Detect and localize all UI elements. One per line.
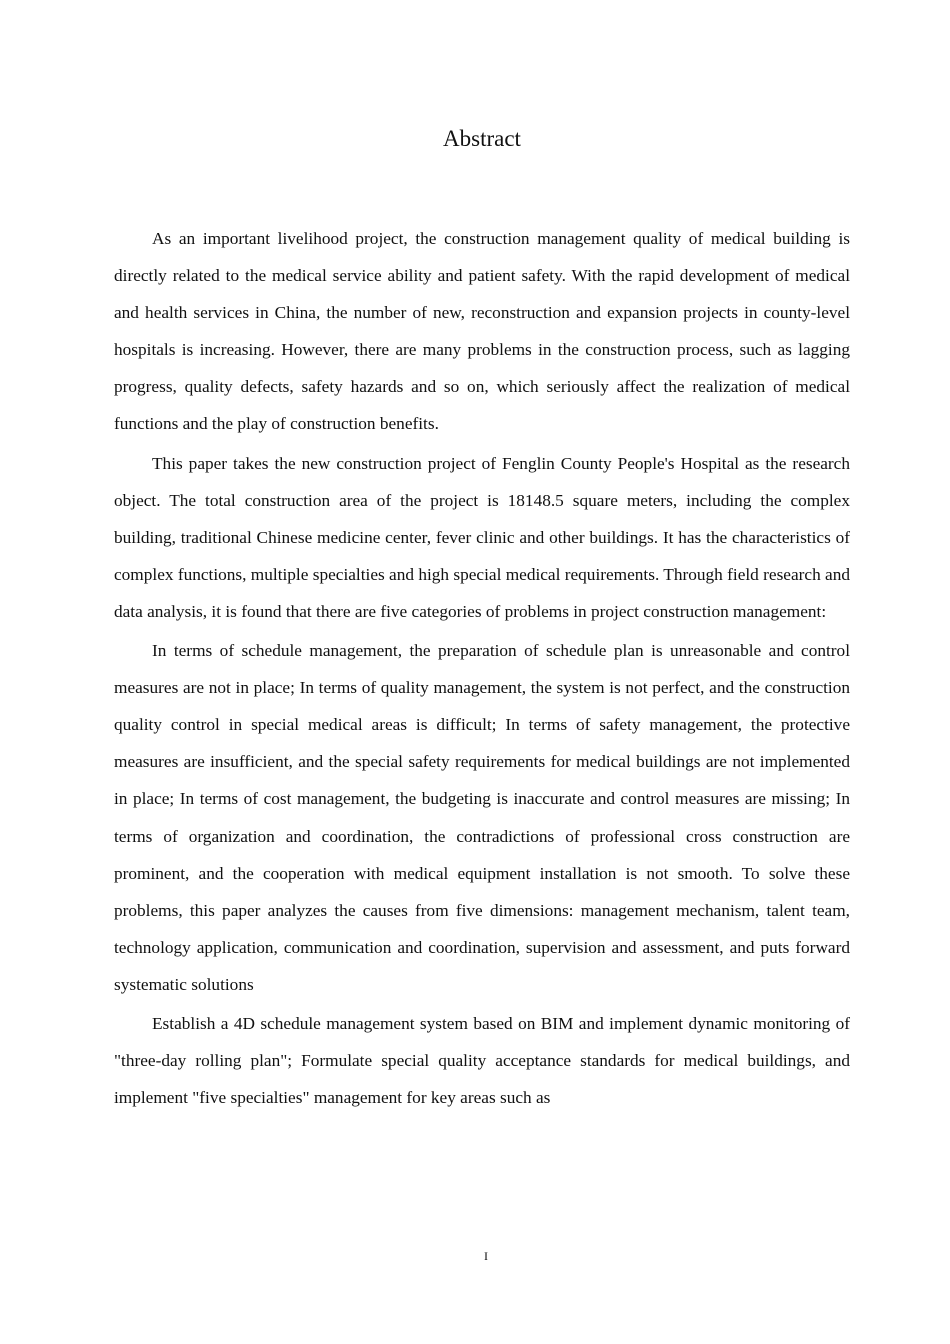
paragraph: As an important livelihood project, the construction management quality of medical building is directly related to the medical service ability and patient safety. With the rapid development of medical and health services in China, the number of new, reconstruction and expansion projects in county-level hospitals is increasing. However, there are many problems in the construction process, such as lagging progress, quality defects, safety hazards and so on, which seriously affect the realization of medical functions and the play of construction benefits. <box>114 229 850 434</box>
abstract-body <box>114 220 850 1118</box>
paragraph: Establish a 4D schedule management system based on BIM and implement dynamic monitoring of "three-day rolling plan"; Formulate special quality acceptance standards for medical buildings, and implement "five specialties" management for key areas such as <box>114 1013 850 1108</box>
paragraph: In terms of schedule management, the preparation of schedule plan is unreasonable and control measures are not in place; In terms of quality management, the system is not perfect, and the construction quality control in special medical areas is difficult; In terms of safety management, the protective measures are insufficient, and the special safety requirements for medical buildings are not implemented in place; In terms of cost management, the budgeting is inaccurate and control measures are missing; In terms of organization and coordination, the contradictions of professional cross construction are prominent, and the cooperation with medical equipment installation is not smooth. To solve these problems, this paper analyzes the causes from five dimensions: management mechanism, talent team, technology application, communication and coordination, supervision and assessment, and puts forward systematic solutions <box>114 641 850 994</box>
page-number: I <box>484 1249 488 1263</box>
paragraph: This paper takes the new construction project of Fenglin County People's Hospital as the research object. The total construction area of the project is 18148.5 square meters, including the complex building, traditional Chinese medicine center, fever clinic and other buildings. It has the characteristics of complex functions, multiple specialties and high special medical requirements. Through field research and data analysis, it is found that there are five categories of problems in project construction management: <box>114 453 850 621</box>
abstract-title: Abstract <box>443 126 521 151</box>
